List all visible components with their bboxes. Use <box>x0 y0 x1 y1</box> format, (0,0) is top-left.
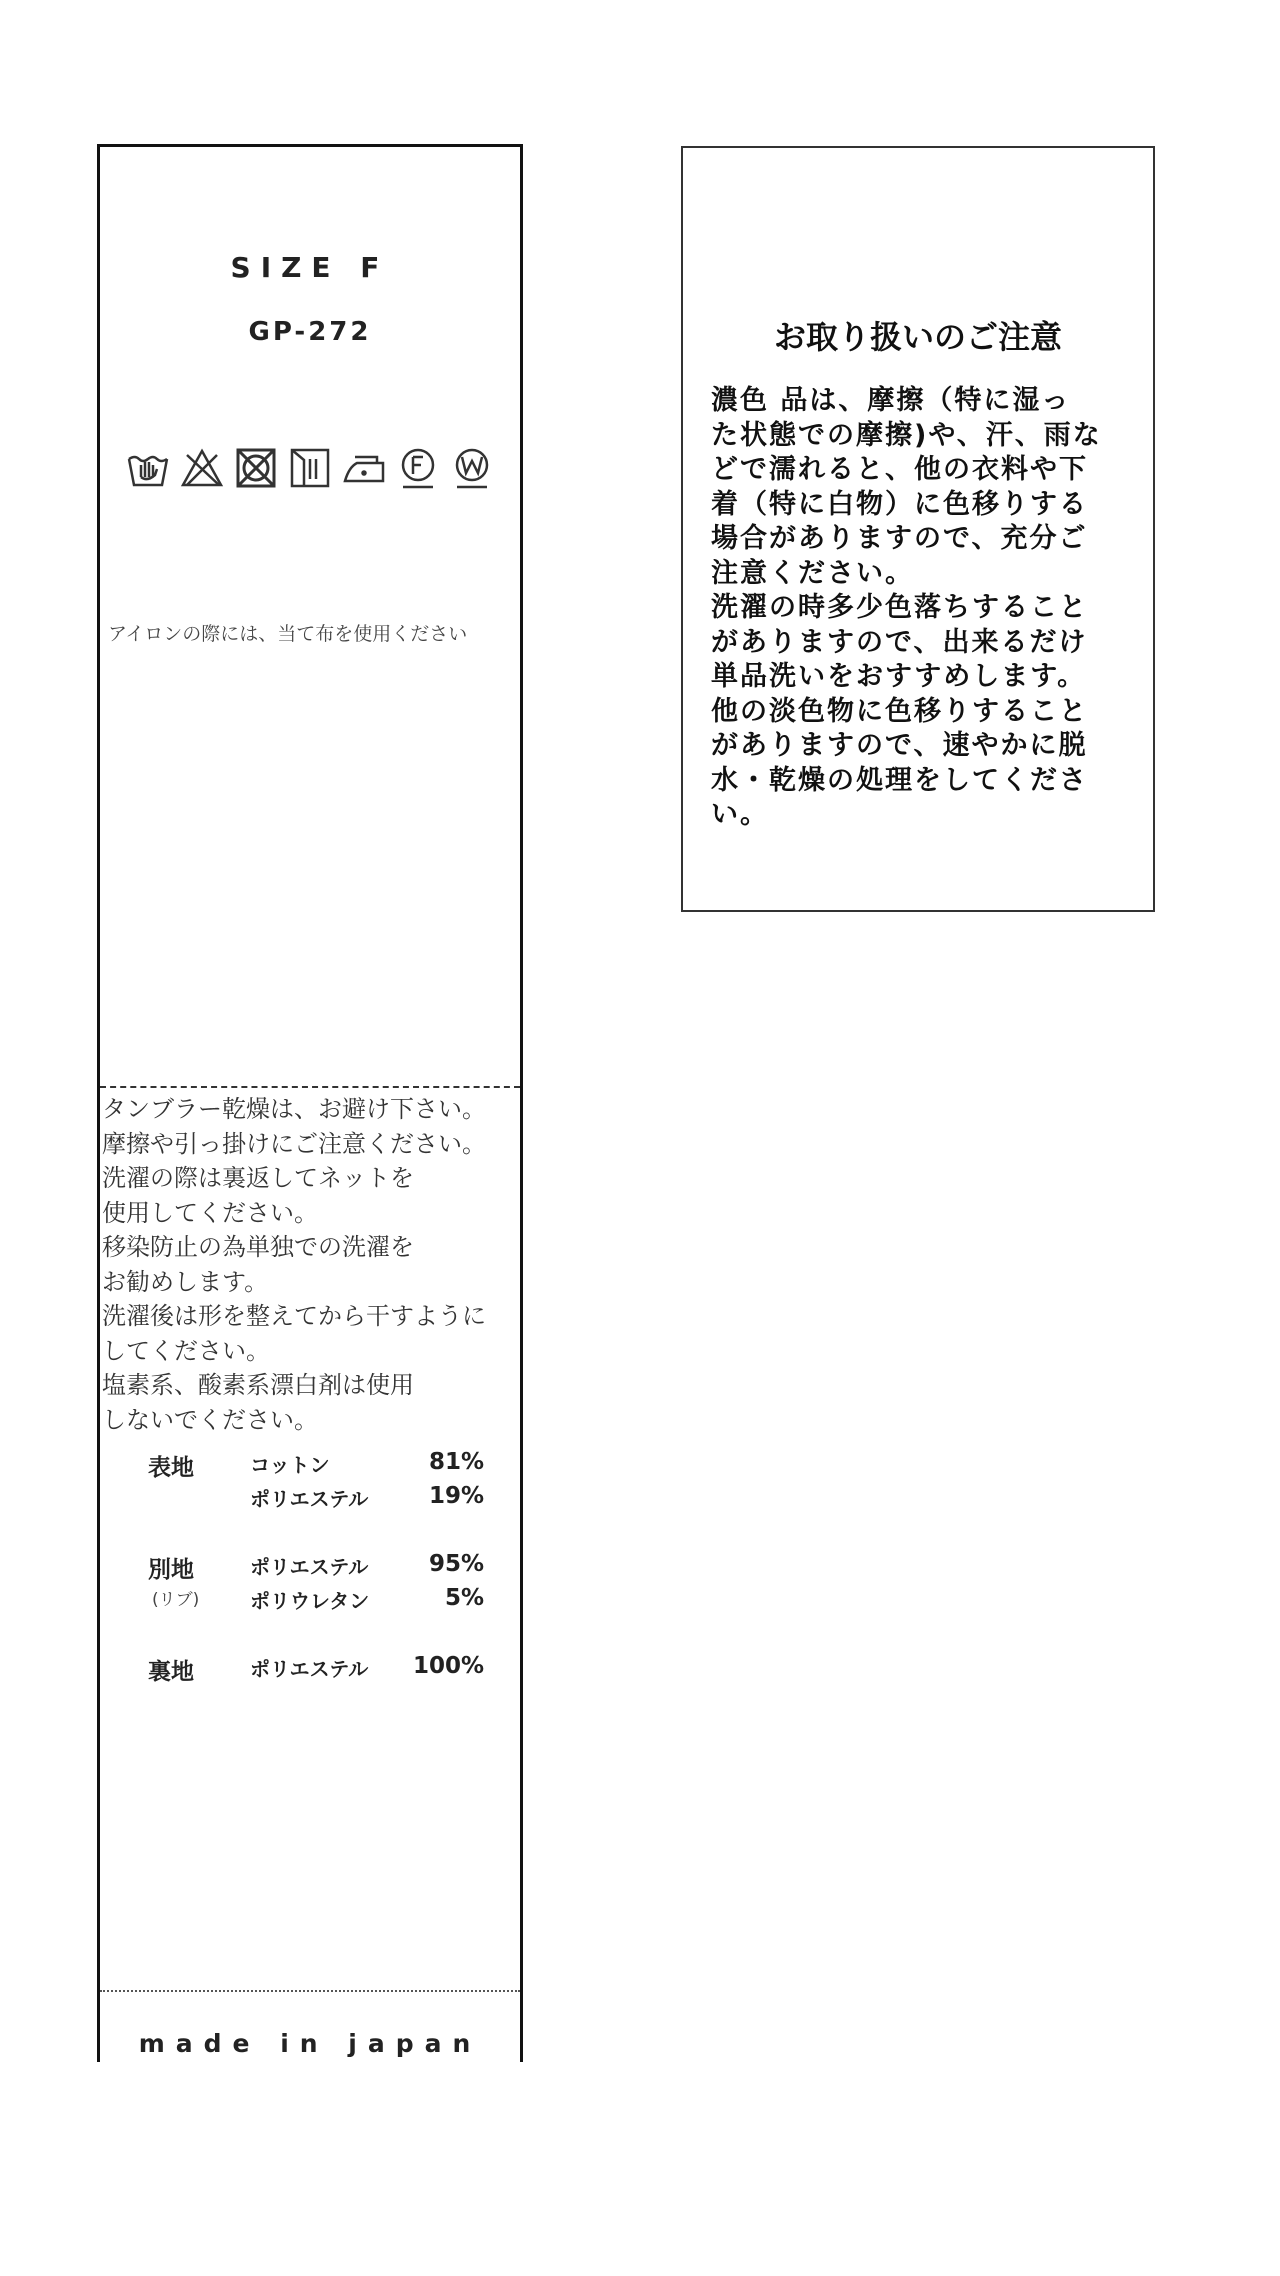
instruction-line: 塩素系、酸素系漂白剤は使用 <box>102 1371 414 1399</box>
dotted-divider <box>100 1990 520 1992</box>
caution-title: お取り扱いのご注意 <box>773 318 1062 356</box>
caution-line: た状態での摩擦)や、汗、雨な <box>711 419 1102 451</box>
origin-text: made in japan <box>138 2029 482 2058</box>
composition-fiber: ポリウレタン <box>250 1589 370 1613</box>
dashed-divider <box>100 1086 520 1088</box>
instruction-line: 洗濯後は形を整えてから干すように <box>102 1302 486 1330</box>
instruction-line: お勧めします。 <box>102 1267 269 1296</box>
instruction-line: 移染防止の為単独での洗濯を <box>102 1233 414 1261</box>
care-instructions <box>102 1092 520 1437</box>
caution-line: 場合がありますので、充分ご <box>711 523 1088 554</box>
composition-row <box>100 1551 520 1585</box>
instruction-line: 洗濯の際は裏返してネットを <box>102 1164 414 1192</box>
composition-fiber: ポリエステル <box>250 1657 369 1681</box>
composition-row <box>100 1585 520 1619</box>
caution-line: 単品洗いをおすすめします。 <box>711 661 1087 692</box>
composition-part: 別地 <box>148 1557 194 1583</box>
size-text: SIZE F <box>230 251 390 284</box>
caution-body <box>711 384 1133 833</box>
composition-row <box>100 1449 520 1483</box>
no-bleach-icon <box>179 445 225 491</box>
caution-line: どで濡れると、他の衣料や下 <box>711 454 1088 485</box>
composition-percent: 100% <box>412 1653 484 1679</box>
instruction-line: してください。 <box>102 1336 270 1365</box>
caution-line: がありますので、出来るだけ <box>711 626 1088 658</box>
composition-fiber: ポリエステル <box>250 1487 369 1511</box>
caution-line: 水・乾燥の処理をしてくださ <box>711 764 1088 796</box>
dry-clean-f-icon <box>395 445 441 491</box>
caution-line: い。 <box>711 799 769 830</box>
instruction-line: 摩擦や引っ掛けにご注意ください。 <box>102 1129 486 1158</box>
hand-wash-icon <box>125 445 171 491</box>
composition-percent: 19% <box>428 1483 484 1509</box>
iron-note: アイロンの際には、当て布を使用ください <box>108 623 468 645</box>
instruction-line: しないでください。 <box>102 1405 318 1434</box>
composition-percent: 81% <box>428 1449 484 1475</box>
caution-line: がありますので、速やかに脱 <box>711 730 1088 761</box>
care-symbols <box>100 445 520 491</box>
wet-clean-w-icon <box>449 445 495 491</box>
caution-line: 濃色 品は、摩擦（特に湿っ <box>711 385 1071 416</box>
care-label <box>97 144 523 2062</box>
caution-label <box>681 146 1155 912</box>
caution-line: 洗濯の時多少色落ちすること <box>711 592 1088 623</box>
composition-row <box>100 1653 520 1687</box>
composition-part: 裏地 <box>148 1659 194 1685</box>
composition-percent: 95% <box>428 1551 484 1577</box>
instruction-line: 使用してください。 <box>102 1198 318 1227</box>
no-tumble-dry-icon <box>233 445 279 491</box>
composition-row <box>100 1483 520 1517</box>
composition-percent: 5% <box>444 1585 484 1611</box>
caution-line: 他の淡色物に色移りすること <box>711 695 1088 727</box>
caution-line: 注意ください。 <box>711 557 914 589</box>
composition-part: 表地 <box>148 1455 194 1481</box>
composition-sub: (リブ) <box>152 1590 200 1610</box>
instruction-line: タンブラー乾燥は、お避け下さい。 <box>102 1095 486 1123</box>
iron-low-icon <box>341 445 387 491</box>
line-dry-shade-icon <box>287 445 333 491</box>
caution-line: 着（特に白物）に色移りする <box>711 488 1088 520</box>
product-code: GP-272 <box>248 317 372 347</box>
composition-fiber: コットン <box>250 1453 330 1477</box>
composition-fiber: ポリエステル <box>250 1555 369 1579</box>
